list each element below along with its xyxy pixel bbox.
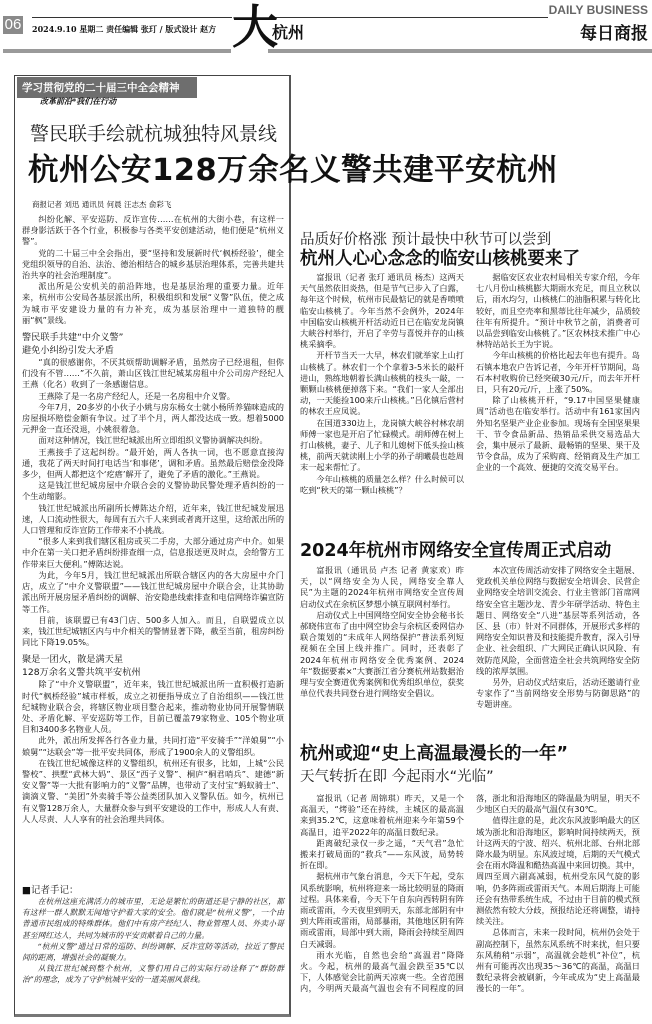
paragraph-list — [22, 896, 284, 986]
paragraph: 为此，今年5月，钱江世纪城派出所联合辖区内的各大房屋中介门店，成立了“中介义警联盟”——钱江世纪城房屋中介联合会，让其协助派出所开展房屋矛盾纠纷的调解、治安隐患线索排查和电信网络诈骗宣防等工作。 — [22, 569, 285, 614]
paragraph: 派出所是公安机关的前沿阵地，也是基层治理的重要力量。近年来，杭州市公安局各基层派出所，积极组织和发展“义警”队伍，使之成为城市平安建设力量的有力补充，成为基层治理中一道独特的靓丽“枫”景线。 — [22, 281, 284, 325]
weather-headline: 杭州或迎“史上高温最漫长的一年” — [300, 744, 569, 764]
paragraph: “杭州义警”通过日常的巡防、纠纷调解、反诈宣防等活动，拉近了警民间的距离，增强社会的凝聚力。 — [22, 941, 284, 963]
paragraph: 这是钱江世纪城房屋中介联合会的义警协助民警处理矛盾纠纷的一个生动缩影。 — [22, 480, 284, 502]
paragraph: 王燕接手了这起纠纷。“最开始，两人各执一词，也不愿意直接沟通，我花了两天时间打电话当‘和事佬’，调和矛盾。虽然最后赔偿金没降多少，但两人都把这个‘疙瘩’解开了，避免了矛盾的激化。”王燕说。 — [22, 446, 284, 480]
paragraph: 今年山核桃的价格比起去年也有提升。岛石镇本地农户告诉记者，今年开杆节期间，岛石本村收购价已经突破30元/斤，而去年开杆日，只有20元/斤，上涨了50%。 — [476, 350, 640, 395]
paragraph-list — [22, 214, 284, 326]
paragraph: 雨水光临，自然也会给“高温君”降降火。今起，杭州的最高气温会跌至35℃以下，人体感觉会比前两天凉爽一些。全省范围内，今明两天最高气温也会有不同程度的回落，浙北和沿海地区的降温最为明显，明天不少地区白天的最高气温仅有30℃。 — [300, 793, 640, 994]
paragraph: 除了“中介义警联盟”，近年来，钱江世纪城派出所一直积极打造新时代“枫桥经验”城市样板，成立之初便指导成立了自治组织——钱江世纪城物业联合会，将辖区物业项目整合起来，推动物业协同开展警情联处、矛盾化解、平安巡防等工作，目前已覆盖79家物业、105个物业项目和3400多名物业人员。 — [22, 679, 284, 735]
walnut-subtitle: 品质好价格涨 预计最快中秋节可以尝到 — [300, 232, 552, 248]
paragraph: 今年山核桃的质量怎么样？什么时候可以吃到“秋天的第一颗山核桃”？ — [300, 473, 464, 495]
paragraph-list — [22, 679, 284, 825]
paragraph: 面对这种情况，钱江世纪城派出所立即组织义警协调解决纠纷。 — [38, 435, 268, 446]
weather-subtitle: 天气转折在即 今起雨水“光临” — [300, 769, 494, 785]
column-slogan: 改革前沿*我们在行动 — [40, 96, 117, 106]
header-rule — [32, 17, 232, 18]
subhead-line: 避免小纠纷引发大矛盾 — [22, 345, 114, 357]
paragraph: 在国道330边上，龙岗镇大峡谷村林农胡师傅一家也是开启了忙碌模式。胡师傅在树上打山核桃，妻子、儿子和儿媳树下低头捡山核桃，前两天就读刚上小学的孙子胡曦晨也趁周末一起来帮忙了。 — [300, 417, 464, 473]
subhead-line: 警民联手共建“中介义警” — [22, 332, 124, 344]
lead-body — [22, 214, 284, 825]
weather-body — [300, 793, 640, 1015]
header-bar — [268, 49, 652, 53]
paragraph: 富报讯（记者 周锦琪）昨天，又是一个高温天，“烤验”还在持续，主城区的最高温来到35.2℃，这意味着杭州迎来今年第59个高温日，追平2022年的高温日数纪录。 — [300, 793, 464, 837]
paragraph: 富报讯（记者 张玎 通讯员 杨杰）这两天天气虽然依旧炎热，但是节气已步入了白露，每年这个时候，杭州市民最惦记的就是香喷喷临安山核桃了。今年当然不会例外，2024年中国临安山核桃开杆活动近日已在临安龙岗镇大峡谷村举行，开启了辛劳与喜悦并存的山核桃采摘季。 — [300, 272, 464, 350]
paragraph: 在钱江世纪城像这样的义警组织，杭州还有很多，比如，上城“公民警校”、拱墅“武林大妈”、景区“西子义警”、桐庐“桐君哨兵”、建德“新安义警”等一大批有影响力的“义警”品牌，也带动了支付宝“蚂蚁骑士”、滴滴义警、“美团”外卖骑手等公益类团队加入义警队伍。如今，杭州已有义警128万余人，大量群众参与到平安建设的工作中，形成人人有责、人人尽责、人人享有的社会治理共同体。 — [22, 757, 284, 824]
walnut-headline: 杭州人心心念念的临安山核桃要来了 — [300, 249, 580, 269]
dateline: 2024.9.10 星期二 责任编辑 张玎 / 版式设计 赵方 — [32, 24, 217, 34]
paragraph: 富报讯（通讯员 卢杰 记者 黄家欢）昨天，以“网络安全为人民，网络安全靠人民”为主题的2024年杭州市网络安全宣传周启动仪式在余杭区梦想小镇互联网村举行。 — [300, 565, 464, 609]
paragraph: 目前，该联盟已有43门店、500多人加入。而且，自联盟成立以来，钱江世纪城辖区内与中介相关的警情显著下降，截至当前，租房纠纷同比下降19.05%。 — [22, 614, 285, 648]
note-title: ■记者手记： — [22, 885, 79, 896]
paragraph: 开杆节当天一大早，林农们就举家上山打山核桃了。林农们一个个拿着3-5米长的敲杆进山，熟练地朝着长满山核桃的枝头一敲，一颗颗山核桃便掉落下来。“我们一家人全部出动，一天能捡100来斤山核桃。”吕化镇后营村的林农王应凤说。 — [300, 350, 464, 417]
paragraph: 在杭州这座充满活力的城市里，无论是繁忙的街道还是宁静的社区，都有这样一群人默默无闻地守护着大家的安全。他们就是“杭州义警”，一个由普通市民组成的特殊群体。他们中有房产经纪人、物业管理人员、外卖小哥甚至网红达人，共同为城市的平安贡献着自己的力量。 — [22, 897, 284, 940]
paragraph: 王燕除了是一名房产经纪人，还是一名房租中介义警。 — [38, 390, 235, 401]
subhead — [22, 331, 284, 357]
paragraph: 此外，派出所发挥各行各业力量，共同打造“平安骑手”“洋娘舅”“小娘舅”“达联会”等一批平安共同体，形成了1900余人的义警组织。 — [22, 735, 284, 757]
reporter-note — [22, 882, 284, 986]
paragraph: “真的很感谢你，不厌其烦帮助调解矛盾，虽然房子已经退租，但你们没有不管……”不久前，萧山区钱江世纪城某房租中介公司房产经纪人王燕（化名）收到了一条感谢信息。 — [22, 357, 284, 390]
lead-byline: 商报记者 刘迅 通讯员 何晨 汪志杰 俞彩飞 — [32, 200, 172, 209]
paragraph: 值得注意的是，此次东风波影响最大的区域为浙北和沿海地区，影响时间持续两天，预计这两天的宁波、绍兴、杭州北部、台州北部降水最为明显。东风波过境，后期的天气模式会在雨水降温和酷热高温中来回切换。其中，周四至周六副高减弱，杭州受东风气旋的影响，仍多阵雨或雷雨天气。本周后期海上可能还会有热带系统生成，不过由于目前的模式预测依然有较大分歧，预报结论还将调整，请持续关注。 — [476, 815, 640, 927]
paragraph: 从钱江世纪城到整个杭州，义警们用自己的实际行动诠释了“群防群治”的理念，成为了守护杭城平安的一道美丽风景线。 — [22, 964, 284, 985]
paragraph-list — [300, 272, 640, 496]
paragraph: 除了山核桃开杆，“9.17中国坚果健康周”活动也在临安举行。活动中有161家国内外知名坚果产业企业参加。现场有全国坚果果干、节令食品新品、热销品采供交易选品大会，集中展示了最新、最畅销的坚果、果干及节令食品，成为了采购商、经销商及生产加工企业的一个高效、便捷的交流交易平台。 — [476, 395, 640, 473]
page-number: 06 — [4, 16, 22, 33]
paragraph: 启动仪式上中国网络空间安全协会秘书长郝晓伟宣布了由中网空协会与余杭区委网信办联合策划的“未成年人网络保护”普法系列短视频在全国上线并推广。同时，还表彰了2024年杭州市网络安全优秀案例、2024年“数据要素×”大赛浙江省分赛杭州站数据治理与安全赛道优秀案例和优秀组织单位，获奖单位代表共同登台进行网络安全倡议。 — [300, 609, 464, 699]
header-rule — [272, 17, 548, 18]
paragraph: “很多人来到我们辖区租房或买二手房，大部分通过房产中介。如果中介在第一关口把矛盾纠纷排查细一点，信息报送更及时点，会给警方工作带来巨大便利。”傅陈达说。 — [22, 536, 285, 569]
paragraph: 距离破纪录仅一步之遥，“天气君”急忙搬来打破局面的“救兵”——东风波，局势转折在即。 — [300, 837, 464, 871]
lead-headline: 杭州公安128万余名义警共建平安杭州 — [28, 153, 559, 188]
paragraph: 据临安区农业农村局相关专家介绍，今年七八月份山核桃膨大期雨水充足，而且立秋以后，雨水均匀，山核桃仁的油脂积累与转化比较好，而且空壳率和黑蒂比往年减少，品质较往年有所提升。“预计中秋节之前，消费者可以品尝到临安山核桃了。”区农林技术推广中心林特站站长王为宇说。 — [476, 272, 640, 350]
header-bar — [3, 49, 231, 53]
subhead-line: 聚是一团火，散是满天星 — [22, 654, 124, 666]
paragraph: 纠纷化解、平安巡防、反诈宣传……在杭州的大街小巷，有这样一群身影活跃于各个行业，积极参与各类平安创建活动，他们便是“杭州义警”。 — [22, 214, 284, 247]
brand-english: DAILY BUSINESS — [548, 3, 648, 17]
lead-subtitle: 警民联手绘就杭城独特风景线 — [30, 123, 278, 145]
cyber-headline: 2024年杭州市网络安全宣传周正式启动 — [300, 541, 612, 561]
paragraph: 本次宣传周活动安排了网络安全主题展、党政机关单位网络与数据安全培训会、民营企业网络安全培训交流会、行业主管部门首席网络安全官主题沙龙、青少年研学活动、特色主题日、网络安全“八进”基层等系列活动，各区、县（市）针对不同群体，开展形式多样的网络安全知识普及和技能提升教育，深入引导企业、社会组织、广大网民正确认识风险、有效防范风险，全面营造全社会共筑网络安全防线的浓厚氛围。 — [476, 565, 640, 676]
paragraph: 今年7月，20多岁的小伙子小姚与房东杨女士就小杨所养猫咪造成的房屋损坏赔偿金额有争议。过了半个月，两人都没达成一致。想着5000元押金一直还没退，小姚很着急。 — [22, 401, 284, 435]
column-rubric: 学习贯彻党的二十届三中全会精神 — [17, 77, 197, 98]
section-logo: 大 — [232, 0, 278, 54]
cyber-body — [300, 565, 640, 715]
subhead-line: 128万余名义警共筑平安杭州 — [22, 667, 141, 679]
brand-chinese: 每日商报 — [580, 24, 648, 44]
paragraph: 钱江世纪城派出所副所长傅陈达介绍，近年来，钱江世纪城发展迅速，人口流动性很大，每周有五六千人来到或者离开这里，这给派出所的人口管理和反诈宣防工作带来不小挑战。 — [22, 502, 285, 536]
subhead — [22, 653, 284, 679]
paragraph-list — [22, 357, 284, 648]
paragraph: 总体而言，未来一段时间，杭州仍会处于副高控制下，虽然东风系统不时来扰，但只要东风稍稍“示弱”，高温就会趁机“补位”，杭州有可能再次出现35～36℃的高温，高温日数纪录将会被刷新，今年或成为“史上高温最漫长的一年”。 — [476, 927, 640, 994]
paragraph: 另外，启动仪式结束后，活动还邀请行业专家作了“当前网络安全形势与防御思路”的专题讲座。 — [476, 677, 640, 710]
paragraph-list — [300, 565, 640, 711]
paragraph: 党的二十届三中全会指出，要“坚持和发展新时代‘枫桥经验’，健全党组织领导的自治、法治、德治相结合的城乡基层治理体系，完善共建共治共享的社会治理制度”。 — [22, 247, 285, 281]
paragraph: 据杭州市气象台消息，今天下午起，受东风系统影响，杭州将迎来一场比较明显的降雨过程。具体来看，今天下午自东向西转阴有阵雨或雷雨，今天夜里到明天，东部北部阴有中到大阵雨或雷雨，局部暴雨，其他地区阴有阵雨或雷雨，局部中到大雨，降雨会持续至周四白天减弱。 — [300, 871, 464, 949]
section-name: 杭州 — [272, 23, 305, 42]
walnut-body — [300, 272, 640, 512]
paragraph-list — [300, 793, 640, 995]
